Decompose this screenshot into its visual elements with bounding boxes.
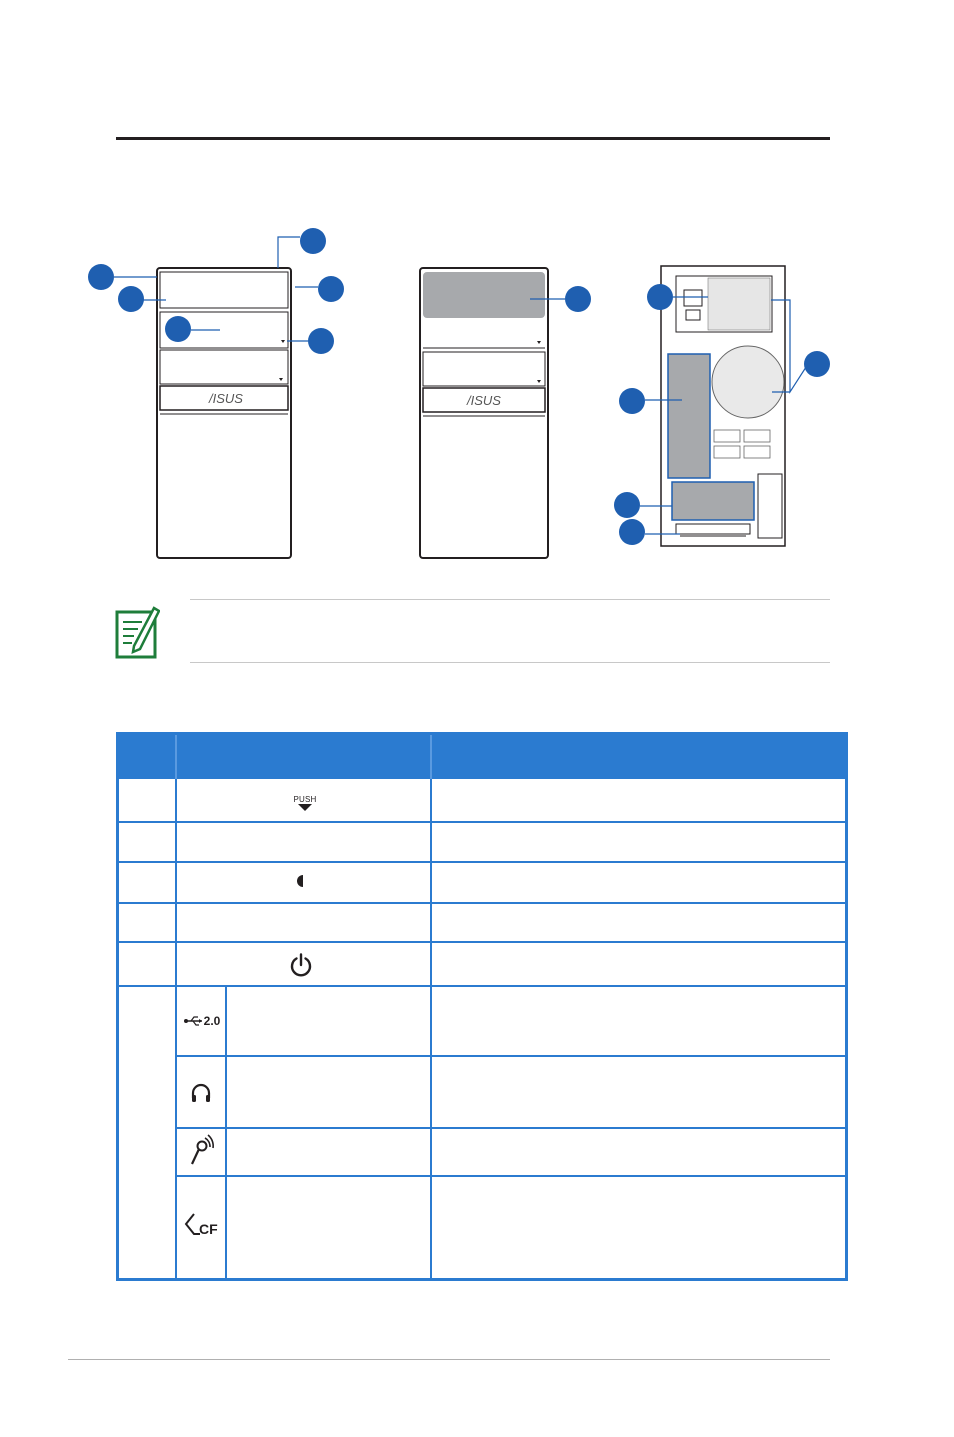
headphone-icon	[187, 1079, 215, 1107]
callout-dot	[565, 286, 591, 312]
row-divider	[119, 861, 845, 863]
push-eject-icon	[285, 791, 325, 815]
hdd-led-icon	[293, 873, 307, 889]
column-divider	[225, 987, 227, 1281]
power-icon	[287, 951, 315, 979]
front-logo-2: /ISUS	[467, 393, 501, 408]
front-view-tower-open	[420, 268, 548, 558]
callout-dot	[614, 492, 640, 518]
front-logo-1: /ISUS	[209, 391, 243, 406]
callout-dot	[308, 328, 334, 354]
row-divider	[177, 1127, 845, 1129]
callout-dot	[318, 276, 344, 302]
callout-dot	[804, 351, 830, 377]
microphone-icon	[187, 1133, 215, 1169]
callout-dot	[300, 228, 326, 254]
row-divider	[119, 821, 845, 823]
callout-dot	[165, 316, 191, 342]
row-divider	[119, 941, 845, 943]
note-icon	[114, 602, 160, 660]
column-divider	[175, 779, 177, 1281]
header-divider	[430, 735, 432, 779]
usb-icon	[179, 1011, 225, 1031]
row-divider	[119, 902, 845, 904]
callout-dot	[647, 284, 673, 310]
front-panel-table	[116, 732, 848, 1281]
row-divider	[119, 985, 845, 987]
title-rule	[116, 137, 830, 140]
callout-dot	[118, 286, 144, 312]
push-label: PUSH	[293, 794, 317, 804]
row-divider	[177, 1055, 845, 1057]
footer-rule	[68, 1359, 830, 1360]
usb-version: 2.0	[203, 1014, 221, 1028]
header-divider	[175, 735, 177, 779]
callout-dot	[619, 388, 645, 414]
note-rule-bottom	[190, 662, 830, 663]
row-divider	[177, 1175, 845, 1177]
front-view-tower	[157, 268, 291, 558]
cf-label: CF	[199, 1221, 218, 1237]
callout-dot	[88, 264, 114, 290]
computer-diagram	[0, 220, 954, 580]
table-header	[119, 735, 845, 779]
callout-dot	[619, 519, 645, 545]
column-divider	[430, 779, 432, 1281]
compactflash-icon	[183, 1211, 223, 1239]
note-rule-top	[190, 599, 830, 600]
rear-view-tower	[661, 266, 785, 546]
